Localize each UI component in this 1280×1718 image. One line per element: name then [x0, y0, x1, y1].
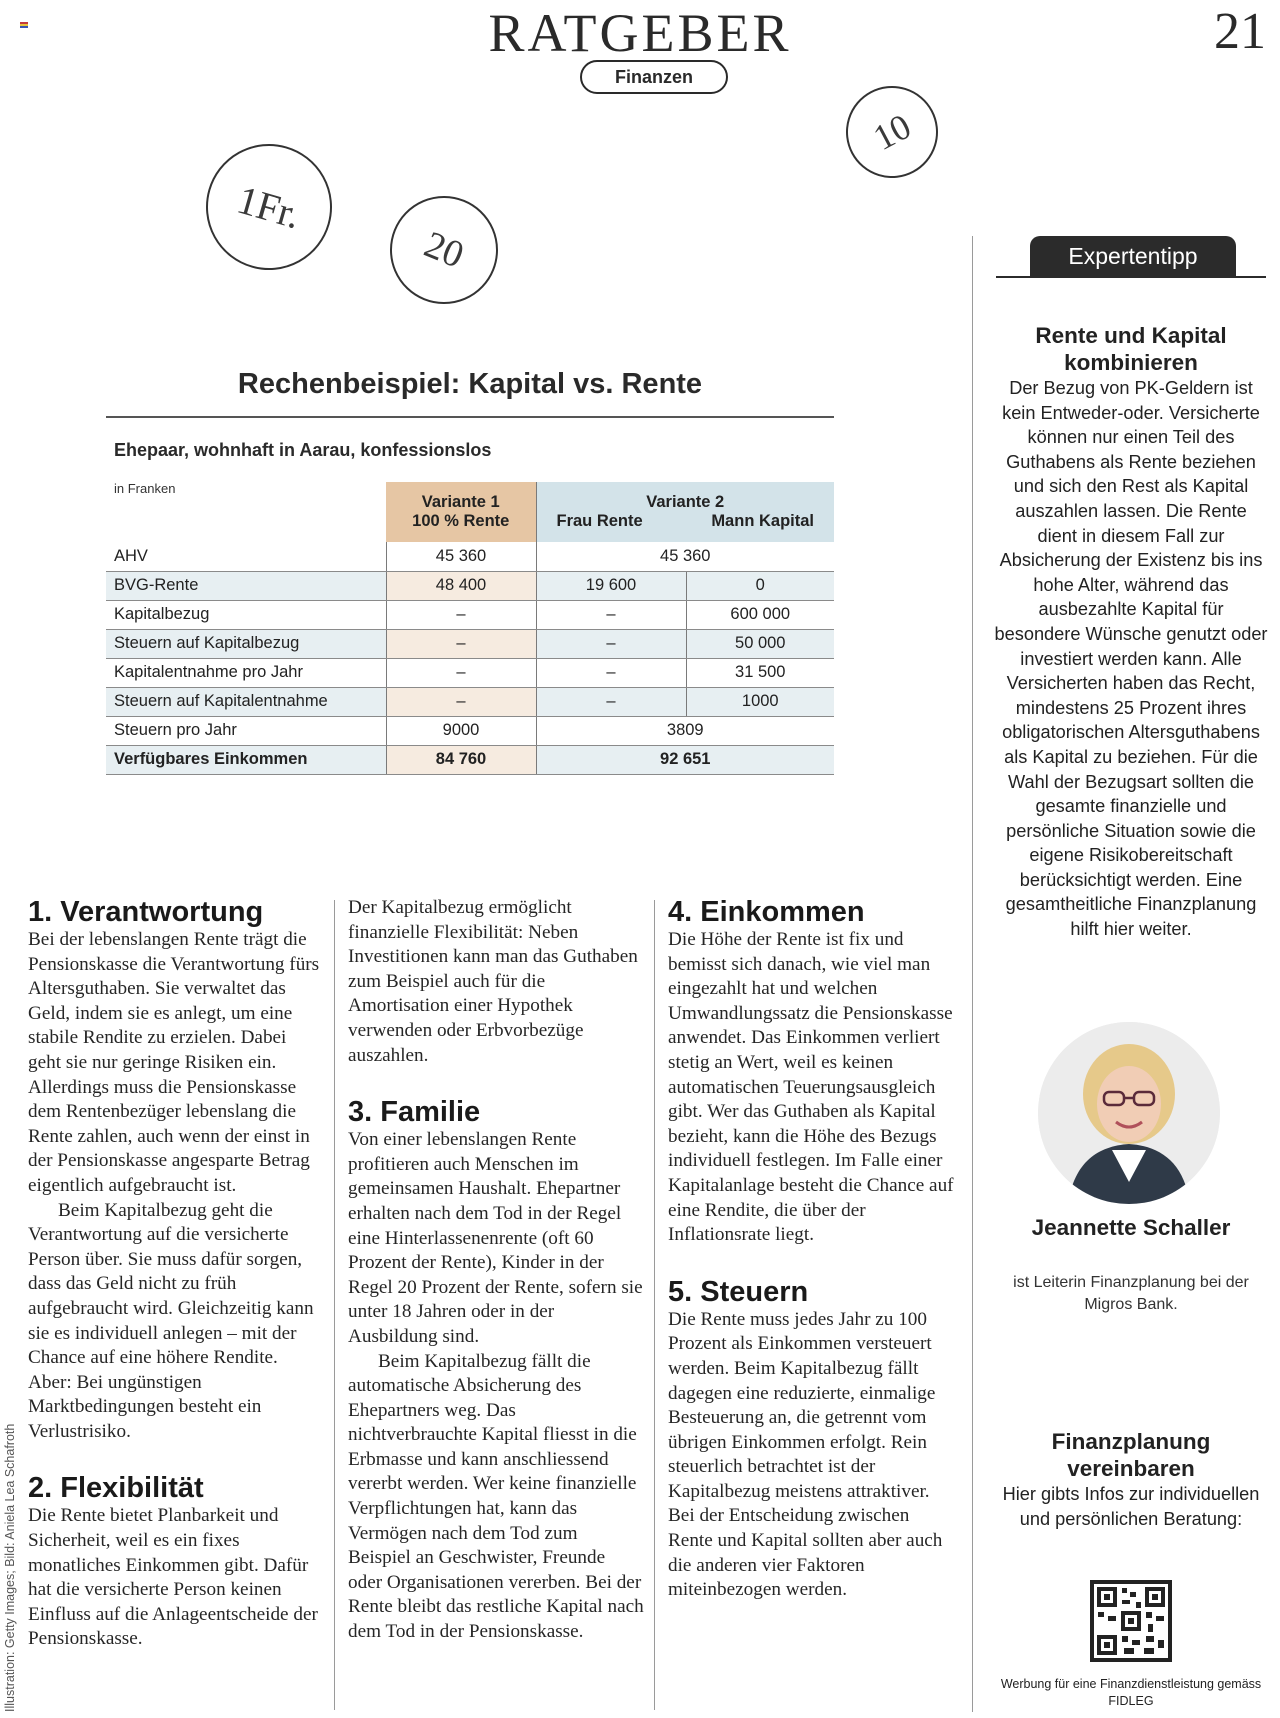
section-title: RATGEBER — [488, 3, 792, 63]
table-row: Kapitalentnahme pro Jahr – – 31 500 — [106, 658, 834, 687]
heading-familie: 3. Familie — [348, 1096, 481, 1129]
coin-10-icon: 10 — [830, 70, 954, 194]
table-title-rule — [106, 416, 834, 418]
calculation-table — [106, 482, 834, 775]
section-badge: Finanzen — [580, 60, 728, 94]
table-row: Steuern pro Jahr 9000 3809 — [106, 716, 834, 745]
portrait-icon — [1038, 1022, 1220, 1204]
paragraph: Bei der lebenslangen Rente trägt die Pensionskasse die Verantwortung fürs Altersguthaben. Sie verwaltet das Geld, indem sie es anlegt, um eine stabile Rendite zu erzielen. Dabei geht sie nur geringe Risiken ein. Allerdings muss die Pensionskasse dem Rentenbezüger lebenslang die Rente zahlen, auch wenn der einst in der Pensionskasse angesparte Betrag eigentlich aufgebraucht ist. — [28, 929, 320, 1196]
paragraph: Der Kapitalbezug ermöglicht finanzielle Flexibilität: Neben Investitionen kann man das Guthaben zum Beispiel auch für die Amortisation einer Hypothek verwenden oder Erbvorbezüge auszahlen. — [348, 897, 638, 1066]
heading-verantwortung: 1. Verantwortung — [28, 896, 264, 928]
article-column-2 — [348, 896, 644, 1645]
table-row: AHV 45 360 45 360 — [106, 542, 834, 571]
paragraph: Bei der Entscheidung zwischen Rente und Kapital sollten aber auch die anderen vier Faktoren miteinbezogen werden. — [668, 1505, 943, 1601]
cta-body: Hier gibts Infos zur individuellen und persönlichen Beratung: — [1002, 1484, 1260, 1529]
coin-20-icon: 20 — [374, 180, 515, 321]
paragraph: Von einer lebenslangen Rente profitieren auch Menschen im gemeinsamen Haushalt. Ehepartner erhalten nach dem Tod in der Regel eine Hinterlassenenrente (oft 60 Prozent der Rente), Kinder in der Regel 20 Prozent der Rente, sofern sie unter 18 Jahren oder in der Ausbildung sind. — [348, 1129, 643, 1347]
sidebar-divider — [972, 236, 973, 1712]
page-number: 21 — [1214, 3, 1266, 60]
heading-steuern: 5. Steuern — [668, 1275, 809, 1308]
expert-tip-rule — [996, 276, 1266, 278]
table-total-row: Verfügbares Einkommen 84 760 92 651 — [106, 745, 834, 774]
table-header-row — [106, 482, 834, 542]
expert-name: Jeannette Schaller — [1031, 1215, 1231, 1240]
coin-1fr-icon: 1Fr. — [191, 129, 347, 285]
table-row: Kapitalbezug – – 600 000 — [106, 600, 834, 629]
cta-title: Finanzplanung vereinbaren — [1051, 1429, 1211, 1481]
table-unit: in Franken — [114, 481, 176, 496]
advertising-note: Werbung für eine Finanzdienstleistung gemäss FIDLEG — [1000, 1677, 1262, 1708]
heading-flexibilitaet: 2. Flexibilität — [28, 1472, 204, 1505]
paragraph: Die Rente bietet Planbarkeit und Sicherheit, weil es ein fixes monatliches Einkommen gibt. Dafür hat die versicherte Person keinen Einfluss auf die Anlageentscheide der Pensionskasse. — [28, 1505, 318, 1650]
table-row: Steuern auf Kapitalentnahme – – 1000 — [106, 687, 834, 716]
paragraph: Die Rente muss jedes Jahr zu 100 Prozent als Einkommen versteuert werden. Beim Kapitalbezug fällt dagegen eine reduzierte, einmalige Besteuerung an, die getrennt vom übrigen Einkommen erfolgt. Rein steuerlich betrachtet ist der Kapitalbezug meistens attraktiver. — [668, 1308, 936, 1502]
heading-einkommen: 4. Einkommen — [668, 896, 865, 928]
paragraph: Die Höhe der Rente ist fix und bemisst sich danach, wie viel man eingezahlt hat und welchen Umwandlungssatz die Pensionskasse anwendet. Das Einkommen verliert stetig an Wert, weil es keinen automatischen Teuerungsausgleich gibt. Wer das Guthaben als Kapital bezieht, kann die Höhe des Bezugs individuell festlegen. Im Falle einer Kapitalanlage besteht die Chance auf eine Rendite, die über der Inflationsrate liegt. — [668, 929, 954, 1246]
table-subtitle: Ehepaar, wohnhaft in Aarau, konfessionslos — [114, 440, 492, 460]
expert-tip-tab: Expertentipp — [1030, 236, 1236, 276]
qr-code-icon[interactable] — [1090, 1580, 1172, 1662]
article-column-1 — [28, 896, 324, 1652]
expert-tip-title: Rente und Kapital kombinieren — [1035, 323, 1227, 375]
variant-2-header: Variante 2 Frau Rente Mann Kapital — [536, 482, 834, 542]
paragraph: Beim Kapitalbezug geht die Verantwortung auf die versicherte Person über. Sie muss dafür sorgen, dass das Geld nicht zu früh aufgebraucht wird. Gleichzeitig kann sie es individuell anlegen – mit der Chance auf eine höhere Rendite. Aber: Bei ungünstigen Marktbedingungen besteht ein Verlustrisiko. — [28, 1199, 314, 1442]
table-title: Rechenbeispiel: Kapital vs. Rente — [237, 368, 703, 400]
avatar — [1038, 1022, 1220, 1204]
cta-box — [994, 1428, 1268, 1532]
paragraph: Beim Kapitalbezug fällt die automatische Absicherung des Ehepartners weg. Das nichtverbrauchte Kapital fliesst in die Erbmasse und kann anschliessend vererbt werden. Wer keine finanzielle Verpflichtungen hat, kann das Vermögen nach dem Tod zum Beispiel an Geschwister, Freunde oder Organisationen vererben. Bei der Rente bleibt das restliche Kapital nach dem Tod in der Pensionskasse. — [348, 1350, 644, 1643]
article-column-3 — [668, 896, 958, 1603]
expert-role: ist Leiterin Finanzplanung bei der Migros Bank. — [1013, 1274, 1249, 1313]
table-row: Steuern auf Kapitalbezug – – 50 000 — [106, 629, 834, 658]
expert-tip-body: Der Bezug von PK-Geldern ist kein Entweder-oder. Versicherte können nur einen Teil des Guthabens als Rente beziehen und sich den Rest als Kapital auszahlen lassen. Die Rente dient in diesem Fall zur Absicherung der Existenz bis ins hohe Alter, während das ausbezahlte Kapital für besondere Wünsche genutzt oder investiert werden kann. Alle Versicherten haben das Recht, mindestens 25 Prozent ihres obligatorischen Altersguthabens als Kapital zu beziehen. Für die Wahl der Bezugsart sollten die gesamte finanzielle und persönliche Situation sowie die eigene Risikobereitschaft berücksichtigt werden. Eine gesamtheitliche Finanzplanung hilft hier weiter. — [994, 378, 1268, 940]
column-divider — [654, 900, 655, 1710]
variant-1-header: Variante 1 100 % Rente — [386, 482, 536, 542]
column-divider — [334, 900, 335, 1710]
expert-tip-box — [994, 322, 1268, 942]
image-credit: Illustration: Getty Images; Bild: Aniela Lea Schafroth — [3, 1423, 17, 1712]
table-row: BVG-Rente 48 400 19 600 0 — [106, 571, 834, 600]
